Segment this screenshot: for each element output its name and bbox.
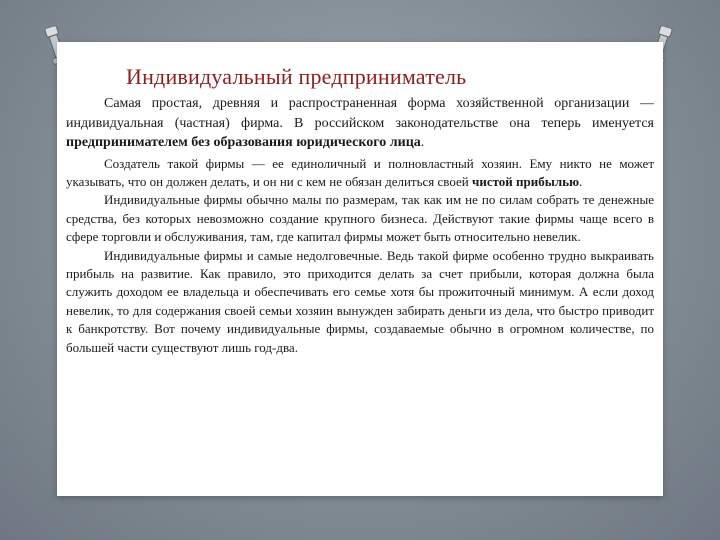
text-run: . [579,173,583,189]
text-run: Индивидуальные фирмы и самые недолговечные. Ведь такой фирме особенно трудно выкраивать прибыль на развитие. Как правило, это приходится делать за счет прибыли, которая должна была служить доходом ее владельца и обеспечивать его семье хотя бы прожиточный минимум. А если доход невелик, то для содержания своей семьи хозяин вынужден забирать деньги из дела, что быстро приводит к банкротству. Вот почему индивидуальные фирмы, создаваемые обычно в огромном количестве, по большей части существуют лишь год-два. [66,247,654,355]
scanned-text-block [66,94,654,450]
bold-term: предпринимателем без образования юридического лица [66,135,421,150]
paragraph [66,247,654,357]
text-run: Индивидуальные фирмы обычно малы по размерам, так как им не по силам собрать те денежные средства, без которых невозможно создание крупного бизнеса. Действуют такие фирмы чаще всего в сфере торговли и обслуживания, там, где капитал фирмы может быть относительно невелик. [66,192,654,245]
bold-term: чистой прибылью [472,173,580,189]
paragraph [66,155,654,192]
text-run: . [420,135,425,150]
text-run: Создатель такой фирмы — ее единоличный и полновластный хозяин. Ему никто не может указывать, что он должен делать, и он ни с кем не обязан делиться своей [66,155,654,189]
paragraph [66,191,654,246]
text-run: Самая простая, древняя и распространенная форма хозяйственной организации — индивидуальная (частная) фирма. В российском законодательстве она теперь именуется [66,96,654,131]
paragraph [66,94,654,153]
slide-title: Индивидуальный предприниматель [126,64,467,89]
